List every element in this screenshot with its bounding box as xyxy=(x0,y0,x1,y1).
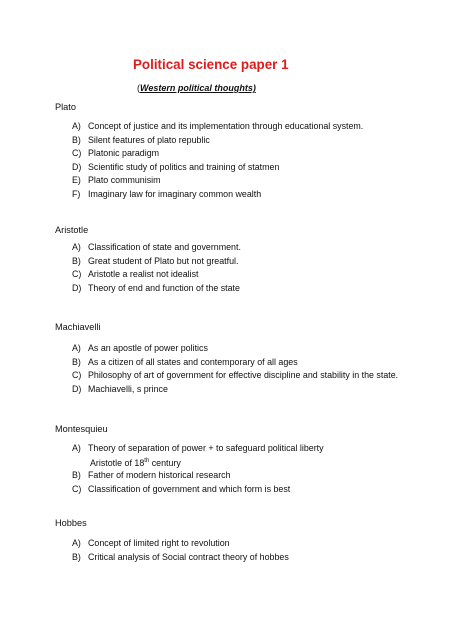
document-title: Political science paper 1 xyxy=(133,57,289,72)
item-text: As a citizen of all states and contemporary of all ages xyxy=(88,356,298,367)
item-text: Classification of state and government. xyxy=(88,242,241,252)
item-letter: B) xyxy=(72,134,81,145)
item-text: Aristotle a realist not idealist xyxy=(88,269,199,280)
item-letter: A) xyxy=(72,538,81,548)
continuation-superscript: th xyxy=(144,458,150,465)
item-text: Great student of Plato but not greatful. xyxy=(88,255,239,266)
item-text: Concept of justice and its implementation through educational system. xyxy=(88,121,364,131)
item-letter: A) xyxy=(72,443,81,453)
item-text: Philosophy of art of government for effective discipline and stability in the state. xyxy=(88,370,399,381)
item-text: Critical analysis of Social contract theory of hobbes xyxy=(88,551,289,562)
item-letter: C) xyxy=(72,483,82,494)
item-text: Classification of government and which form is best xyxy=(88,483,291,494)
item-letter: A) xyxy=(72,242,81,252)
item-text: Silent features of plato republic xyxy=(88,134,210,145)
item-continuation xyxy=(90,458,181,468)
section-heading-hobbes: Hobbes xyxy=(55,518,87,528)
item-text: As an apostle of power politics xyxy=(88,343,208,353)
item-letter: A) xyxy=(72,343,81,353)
item-letter: B) xyxy=(72,551,81,562)
item-letter: C) xyxy=(72,370,82,381)
subtitle-paren: ( xyxy=(137,83,140,93)
item-text: Plato communisim xyxy=(88,175,161,186)
continuation-text-end: century xyxy=(149,458,181,468)
subtitle-text: Western political thoughts) xyxy=(140,83,256,93)
item-text: Father of modern historical research xyxy=(88,470,231,480)
item-letter: D) xyxy=(72,161,82,172)
item-letter: D) xyxy=(72,282,82,293)
item-text: Theory of end and function of the state xyxy=(88,282,240,293)
section-heading-plato: Plato xyxy=(55,102,76,112)
item-text: Imaginary law for imaginary common wealth xyxy=(88,188,262,199)
item-letter: C) xyxy=(72,269,82,280)
item-letter: B) xyxy=(72,255,81,266)
item-letter: D) xyxy=(72,383,82,394)
item-letter: A) xyxy=(72,121,81,131)
section-heading-aristotle: Aristotle xyxy=(55,225,89,235)
item-letter: E) xyxy=(72,175,81,186)
item-text: Machiavelli, s prince xyxy=(88,383,168,394)
item-text: Concept of limited right to revolution xyxy=(88,538,230,548)
item-letter: C) xyxy=(72,148,82,159)
item-letter: B) xyxy=(72,470,81,480)
item-text: Platonic paradigm xyxy=(88,148,160,159)
continuation-text: Aristotle of 18 xyxy=(90,458,145,468)
item-text: Scientific study of politics and training of statmen xyxy=(88,161,280,172)
item-letter: B) xyxy=(72,356,81,367)
document-subtitle xyxy=(137,83,256,93)
section-heading-montesquieu: Montesquieu xyxy=(55,424,108,434)
section-heading-machiavelli: Machiavelli xyxy=(55,322,101,332)
item-letter: F) xyxy=(72,188,81,199)
item-text: Theory of separation of power + to safeguard political liberty xyxy=(88,443,324,453)
